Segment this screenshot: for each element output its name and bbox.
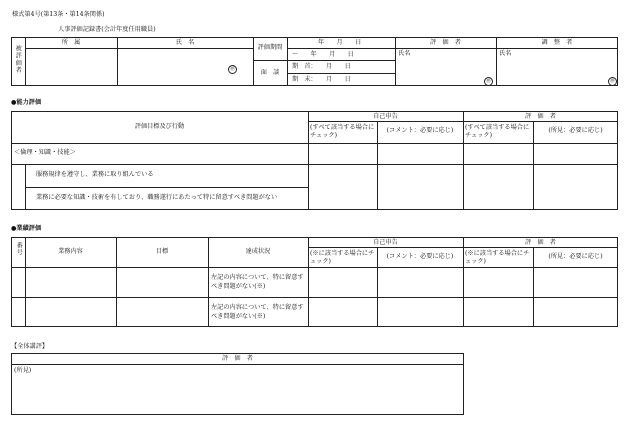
- overall-table: [11, 353, 464, 415]
- seal-stamp-icon: ㊞: [609, 78, 615, 84]
- overall-opinion-label: (所見): [14, 367, 32, 374]
- ability-item: 服務規律を遵守し、業務に取り組んでいる: [36, 171, 154, 178]
- ability-check-col: (すべて該当する場合にチェック): [310, 124, 375, 139]
- ability-self-header: 自己申告: [373, 113, 398, 120]
- form-number: 様式第4号(第13条・第14条関係): [12, 11, 105, 18]
- status-header: 達成状況: [245, 248, 271, 255]
- adjuster-name-label: 氏名: [499, 50, 512, 57]
- period-label: 評価期間: [257, 44, 283, 51]
- perf-comment-col: (コメント：必要に応じ): [386, 253, 454, 260]
- seal-stamp-icon: ㊞: [229, 66, 235, 72]
- ability-section-title: ●能力評価: [11, 99, 42, 106]
- dept-header: 所 属: [61, 39, 81, 46]
- name-header: 氏 名: [175, 39, 195, 46]
- adjuster-header: 調 整 者: [541, 39, 573, 46]
- target-header: 目標: [155, 248, 169, 255]
- goal-header: 評価目標及び行動: [134, 123, 185, 130]
- task-header: 業務内容: [58, 248, 83, 255]
- ability-category: ＜倫理・知識・技能＞: [14, 149, 76, 156]
- interview-end: 期 末： 月 日: [292, 76, 351, 83]
- perf-status-cell: 左記の内容について、特に留意すべき問題がない(※): [211, 274, 304, 290]
- interview-early: 期 首： 月 日: [292, 63, 351, 70]
- form-title: 人事評価記録書(会計年度任用職員): [58, 26, 156, 33]
- evaluator-header: 評 価 者: [430, 39, 461, 46]
- evaluatee-label: 被評価者: [14, 45, 22, 74]
- perf-opinion-col: (所見：必要に応じ): [548, 253, 603, 260]
- perf-self-header: 自己申告: [373, 239, 398, 246]
- seal-stamp-icon: ㊞: [485, 78, 491, 84]
- ability-item: 業務に必要な知識・技術を有しており、職務遂行にあたって特に留意すべき問題がない: [36, 194, 278, 201]
- perf-status-cell: 左記の内容について、特に留意すべき問題がない(※): [211, 304, 304, 320]
- no-header: 番号: [15, 242, 23, 257]
- perf-check-col: (※に該当する場合にチェック): [310, 250, 375, 265]
- ability-comment-col: (コメント：必要に応じ): [386, 127, 454, 134]
- perf-check-col-2: (※に該当する場合にチェック): [465, 250, 530, 265]
- date-header: 年 月 日: [318, 39, 362, 46]
- ability-check-col-2: (すべて該当する場合にチェック): [465, 124, 530, 139]
- ability-opinion-col: (所見：必要に応じ): [548, 127, 603, 134]
- overall-evaluator-header: 評 価 者: [222, 355, 253, 362]
- overall-section-title: 【全体講評】: [11, 343, 49, 350]
- evaluator-name-label: 氏名: [398, 50, 411, 57]
- perf-evaluator-header: 評 価 者: [525, 239, 556, 246]
- ability-evaluator-header: 評 価 者: [525, 113, 556, 120]
- date-range: 〜 年 月 日: [292, 51, 354, 58]
- interview-label: 面 談: [260, 69, 280, 76]
- performance-section-title: ●業績評価: [11, 225, 42, 232]
